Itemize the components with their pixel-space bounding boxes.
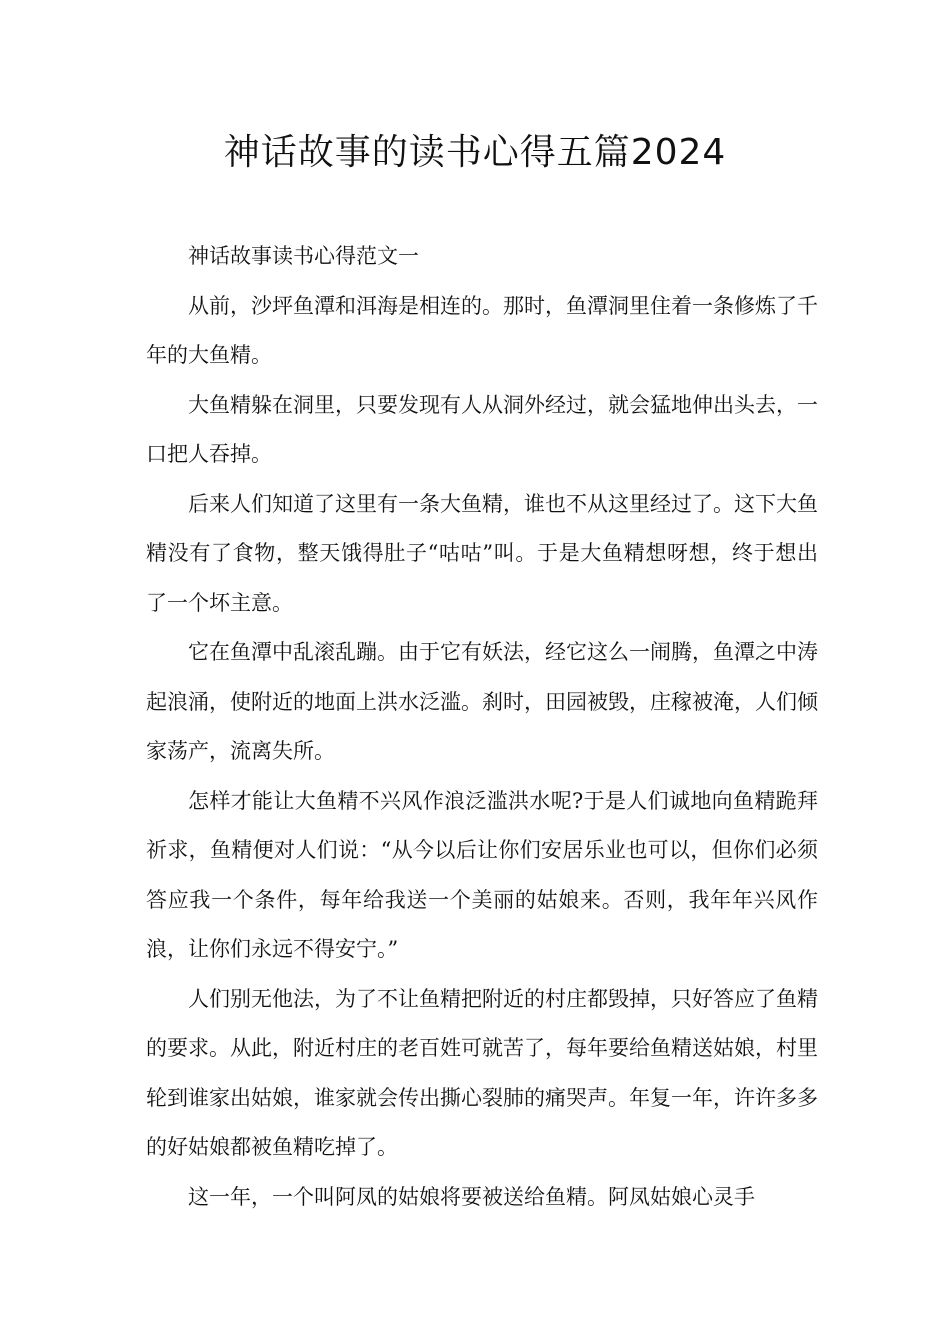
paragraph: 它在鱼潭中乱滚乱蹦。由于它有妖法，经它这么一闹腾，鱼潭之中涛起浪涌，使附近的地面上洪水泛滥。刹时，田园被毁，庄稼被淹，人们倾家荡产，流离失所。 [146,640,818,763]
document-title: 神话故事的读书心得五篇2024 [223,132,727,173]
paragraph: 从前，沙坪鱼潭和洱海是相连的。那时，鱼潭洞里住着一条修炼了千年的大鱼精。 [146,293,818,367]
section-heading: 神话故事读书心得范文一 [188,244,419,268]
paragraph: 人们别无他法，为了不让鱼精把附近的村庄都毁掉，只好答应了鱼精的要求。从此，附近村庄的老百姓可就苦了，每年要给鱼精送姑娘，村里轮到谁家出姑娘，谁家就会传出撕心裂肺的痛哭声。年复一年，许许多多的好姑娘都被鱼精吃掉了。 [146,986,818,1159]
paragraph: 后来人们知道了这里有一条大鱼精，谁也不从这里经过了。这下大鱼精没有了食物，整天饿得肚子“咕咕”叫。于是大鱼精想呀想，终于想出了一个坏主意。 [146,491,818,615]
document-body [146,232,818,1222]
paragraph: 这一年，一个叫阿凤的姑娘将要被送给鱼精。阿凤姑娘心灵手 [188,1184,755,1209]
paragraph: 大鱼精躲在洞里，只要发现有人从洞外经过，就会猛地伸出头去，一口把人吞掉。 [146,392,818,466]
paragraph: 怎样才能让大鱼精不兴风作浪泛滥洪水呢?于是人们诚地向鱼精跪拜祈求，鱼精便对人们说：“从今以后让你们安居乐业也可以，但你们必须答应我一个条件，每年给我送一个美丽的姑娘来。否则，我年年兴风作浪，让你们永远不得安宁。” [146,788,818,961]
